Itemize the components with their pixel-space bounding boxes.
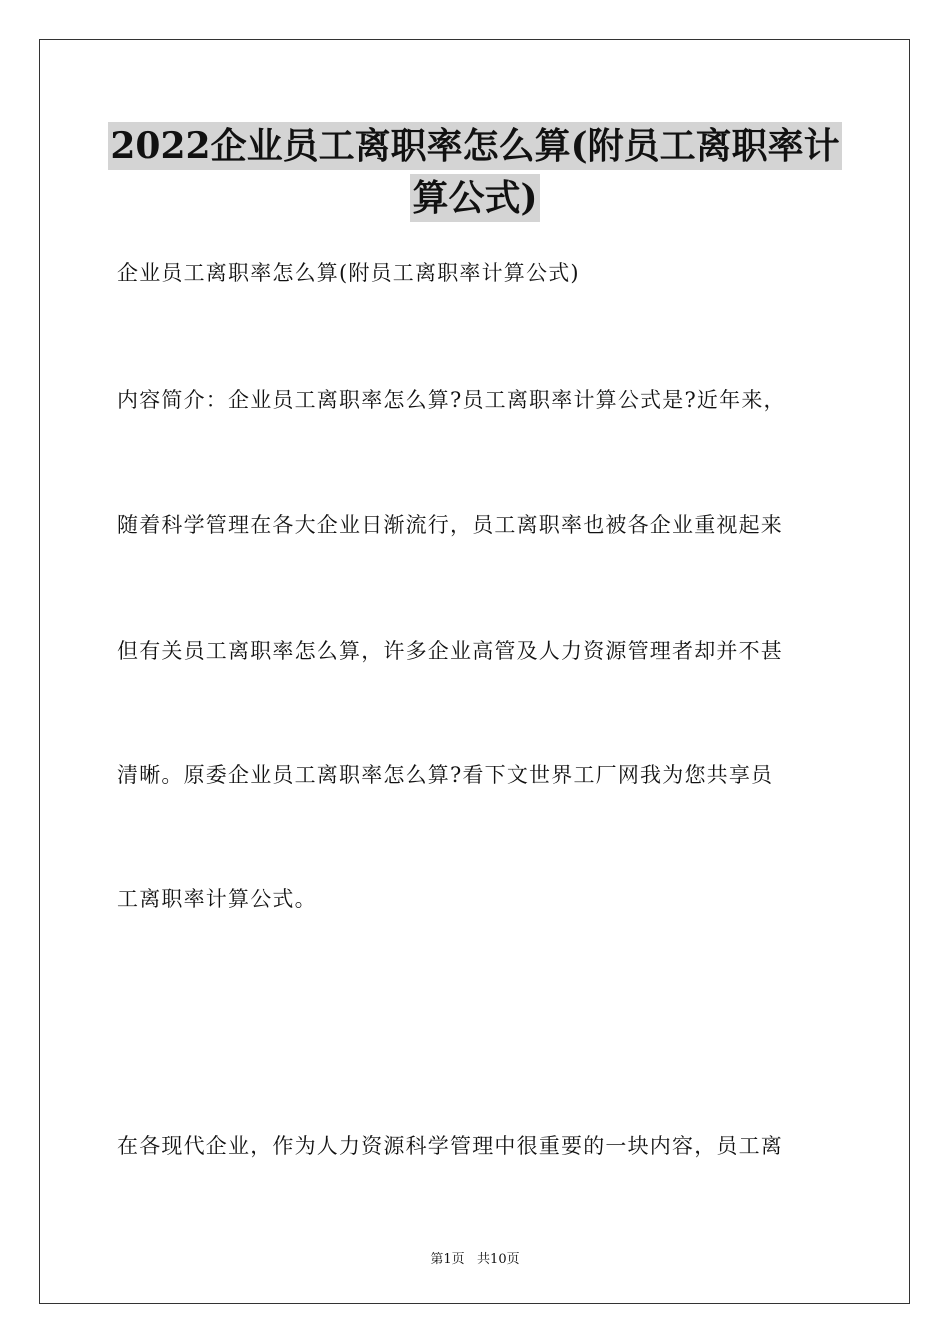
body-line: 清晰。原委企业员工离职率怎么算?看下文世界工厂网我为您共享员 [117,763,774,787]
document-title [60,122,890,222]
body-line: 工离职率计算公式。 [117,887,317,911]
body-line: 企业员工离职率怎么算(附员工离职率计算公式) [117,261,580,285]
body-line: 内容简介：企业员工离职率怎么算?员工离职率计算公式是?近年来， [117,388,786,412]
body-line: 但有关员工离职率怎么算，许多企业高管及人力资源管理者却并不甚 [117,639,783,663]
page-footer: 第1页 共10页 [430,1252,520,1267]
title-line-2: 算公式) [410,174,539,222]
body-line: 随着科学管理在各大企业日渐流行，员工离职率也被各企业重视起来 [117,513,783,537]
page-border [39,39,910,1304]
title-line-1: 2022企业员工离职率怎么算(附员工离职率计 [108,122,841,170]
body-line: 在各现代企业，作为人力资源科学管理中很重要的一块内容，员工离 [117,1134,783,1158]
